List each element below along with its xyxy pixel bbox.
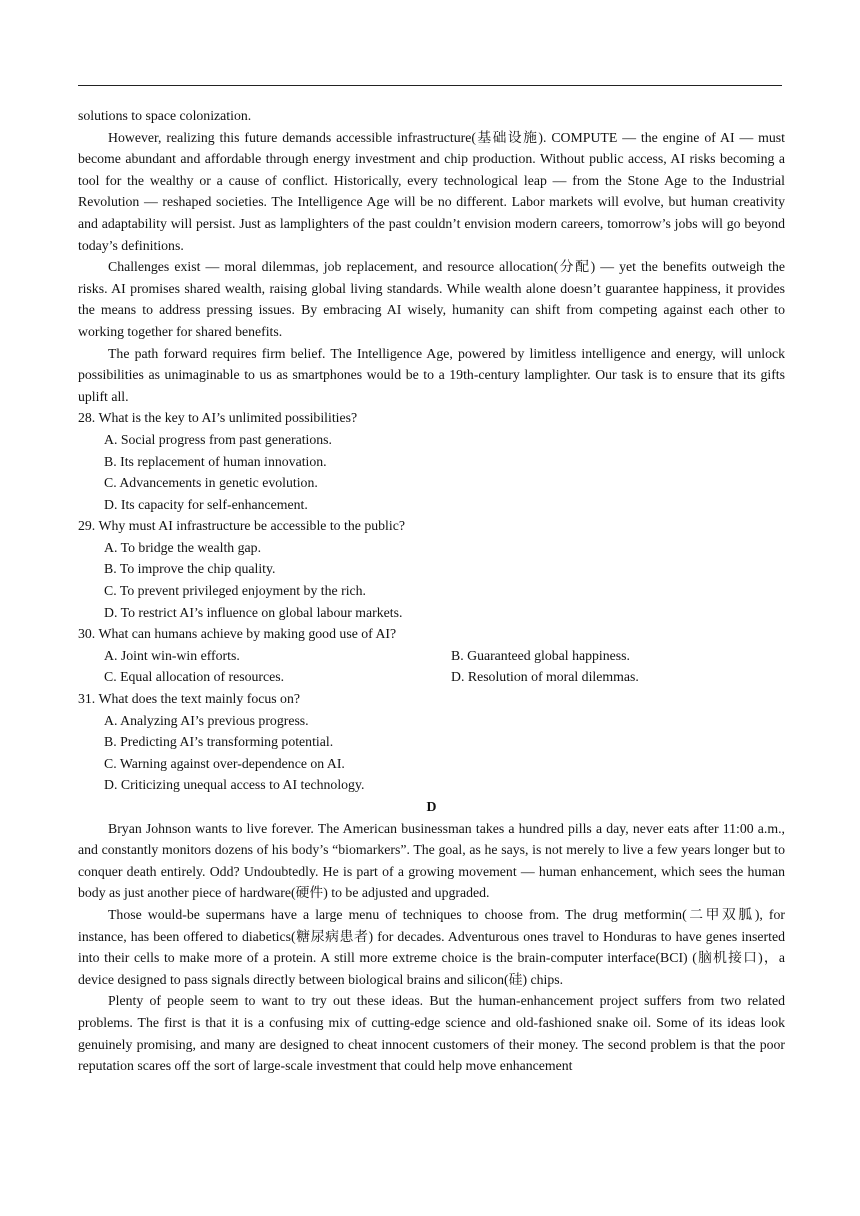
question-30-option-c: C. Equal allocation of resources.	[104, 669, 285, 685]
question-29-option-a: A. To bridge the wealth gap.	[104, 539, 262, 555]
question-28-option-c: C. Advancements in genetic evolution.	[104, 475, 318, 491]
section-heading-d: D	[426, 799, 437, 814]
question-30-option-d: D. Resolution of moral dilemmas.	[451, 669, 639, 685]
passage-c-paragraph-2: However, realizing this future demands accessible infrastructure(基础设施). COMPUTE — the engine of AI — must become abundant and affordable through energy investment and chip production. Without public access, AI risks becoming a tool for the wealthy or a cause of conflict. Historically, every technological leap — from the Stone Age to the Industrial Revolution — reshaped societies. The Intelligence Age will be no different. Labor markets will evolve, but human creativity and adaptability will persist. Just as lamplighters of the past couldn’t envision modern careers, tomorrow’s jobs will go beyond today’s definitions.	[78, 129, 785, 253]
passage-c-paragraph-3: Challenges exist — moral dilemmas, job replacement, and resource allocation(分配) — yet the benefits outweigh the risks. AI promises shared wealth, raising global living standards. While wealth alone doesn’t guarantee happiness, it provides the means to address pressing issues. By embracing AI wisely, humanity can shift from competing against each other to working together for shared benefits.	[78, 259, 785, 339]
question-31-option-d: D. Criticizing unequal access to AI technology.	[104, 777, 365, 793]
passage-d-paragraph-1: Bryan Johnson wants to live forever. The American businessman takes a hundred pills a day, never eats after 11:00 a.m., and constantly monitors dozens of his body’s “biomarkers”. The goal, as he says, is not merely to live a few years longer but to conquer death entirely. Odd? Undoubtedly. He is part of a growing movement — human enhancement, which sees the human body as just another piece of hardware(硬件) to be adjusted and upgraded.	[78, 820, 785, 901]
passage-c-paragraph-1: solutions to space colonization.	[78, 108, 252, 123]
question-31-option-c: C. Warning against over-dependence on AI.	[104, 755, 345, 771]
question-28-option-d: D. Its capacity for self-enhancement.	[104, 496, 308, 512]
passage-c-paragraph-4: The path forward requires firm belief. The Intelligence Age, powered by limitless intelligence and energy, will unlock possibilities as unimaginable to us as smartphones would be to a 19th-century lamplighter. Our task is to ensure that its gifts uplift all.	[78, 345, 785, 404]
question-29-option-c: C. To prevent privileged enjoyment by the rich.	[104, 583, 367, 599]
question-29-option-b: B. To improve the chip quality.	[104, 561, 276, 577]
question-31-option-a: A. Analyzing AI’s previous progress.	[104, 712, 309, 728]
question-28-option-a: A. Social progress from past generations.	[104, 431, 332, 447]
question-30-option-a: A. Joint win-win efforts.	[104, 647, 240, 663]
question-31-option-b: B. Predicting AI’s transforming potential.	[104, 734, 334, 750]
question-30-stem: 30. What can humans achieve by making good use of AI?	[78, 626, 397, 642]
header-rule	[78, 85, 782, 86]
passage-d-paragraph-3: Plenty of people seem to want to try out these ideas. But the human-enhancement project suffers from two related problems. The first is that it is a confusing mix of cutting-edge science and old-fashioned snake oil. Some of its ideas look genuinely promising, and many are designed to cheat innocent customers of their money. The second problem is that the poor reputation scares off the sort of large-scale investment that could help move enhancement	[78, 993, 785, 1074]
question-29-stem: 29. Why must AI infrastructure be accessible to the public?	[78, 518, 405, 534]
question-28-option-b: B. Its replacement of human innovation.	[104, 453, 327, 469]
question-28-stem: 28. What is the key to AI’s unlimited possibilities?	[78, 410, 358, 426]
passage-d-paragraph-2: Those would-be supermans have a large menu of techniques to choose from. The drug metformin(二甲双胍), for instance, has been offered to diabetics(糖尿病患者) for decades. Adventurous ones travel to Honduras to have genes inserted into their cells to make more of a protein. A still more extreme choice is the brain-computer interface(BCI) (脑机接口)，a device designed to pass signals directly between biological brains and silicon(硅) chips.	[78, 906, 785, 987]
question-30-option-b: B. Guaranteed global happiness.	[451, 647, 630, 663]
question-30-options-row-1	[104, 645, 785, 667]
question-29-option-d: D. To restrict AI’s influence on global labour markets.	[104, 604, 403, 620]
question-30-options-row-2	[104, 666, 785, 688]
document-body	[78, 105, 785, 1077]
question-31-stem: 31. What does the text mainly focus on?	[78, 691, 300, 707]
